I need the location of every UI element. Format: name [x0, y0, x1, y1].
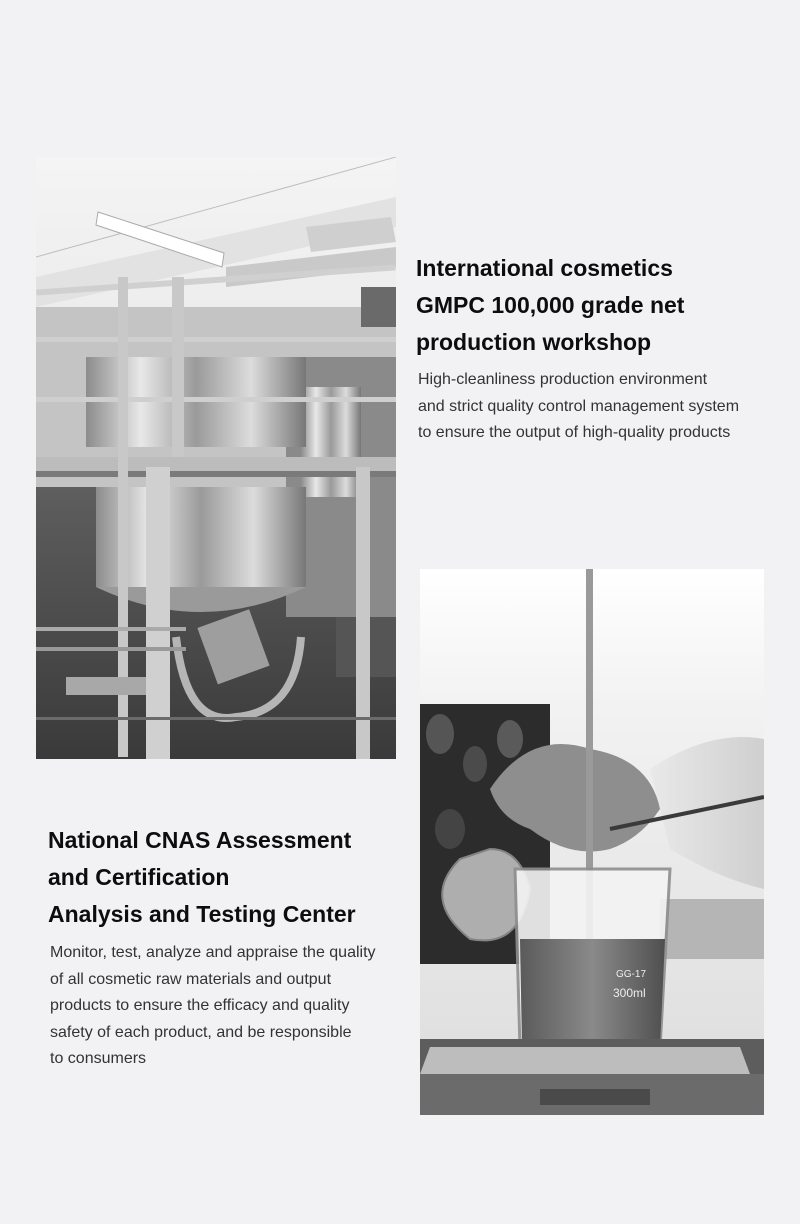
testing-center-heading	[48, 822, 356, 933]
workshop-heading-line: GMPC 100,000 grade net	[416, 292, 685, 318]
workshop-description-line: High-cleanliness production environment	[418, 371, 708, 388]
workshop-description	[418, 367, 739, 447]
beaker-marking-grade: GG-17	[616, 969, 647, 980]
testing-center-description-line: safety of each product, and be responsible	[50, 1023, 352, 1041]
testing-center-description-line: products to ensure the efficacy and quality	[50, 997, 350, 1014]
testing-center-description-line: of all cosmetic raw materials and output	[50, 970, 332, 988]
factory-workshop-photo	[36, 157, 396, 759]
workshop-heading-line: International cosmetics	[416, 255, 673, 281]
testing-center-heading-line: National CNAS Assessment	[48, 827, 352, 853]
testing-center-heading-line: and Certification	[48, 864, 230, 890]
lab-beaker-photo	[420, 569, 764, 1115]
workshop-heading-line: production workshop	[416, 329, 652, 355]
workshop-description-line: to ensure the output of high-quality products	[418, 424, 731, 441]
beaker-marking-volume: 300ml	[613, 986, 646, 1000]
testing-center-description	[50, 940, 376, 1073]
testing-center-description-line: Monitor, test, analyze and appraise the quality	[50, 944, 376, 961]
workshop-heading	[416, 250, 684, 361]
workshop-description-line: and strict quality control management system	[418, 397, 740, 415]
testing-center-heading-line: Analysis and Testing Center	[48, 901, 356, 927]
testing-center-description-line: to consumers	[50, 1050, 147, 1067]
